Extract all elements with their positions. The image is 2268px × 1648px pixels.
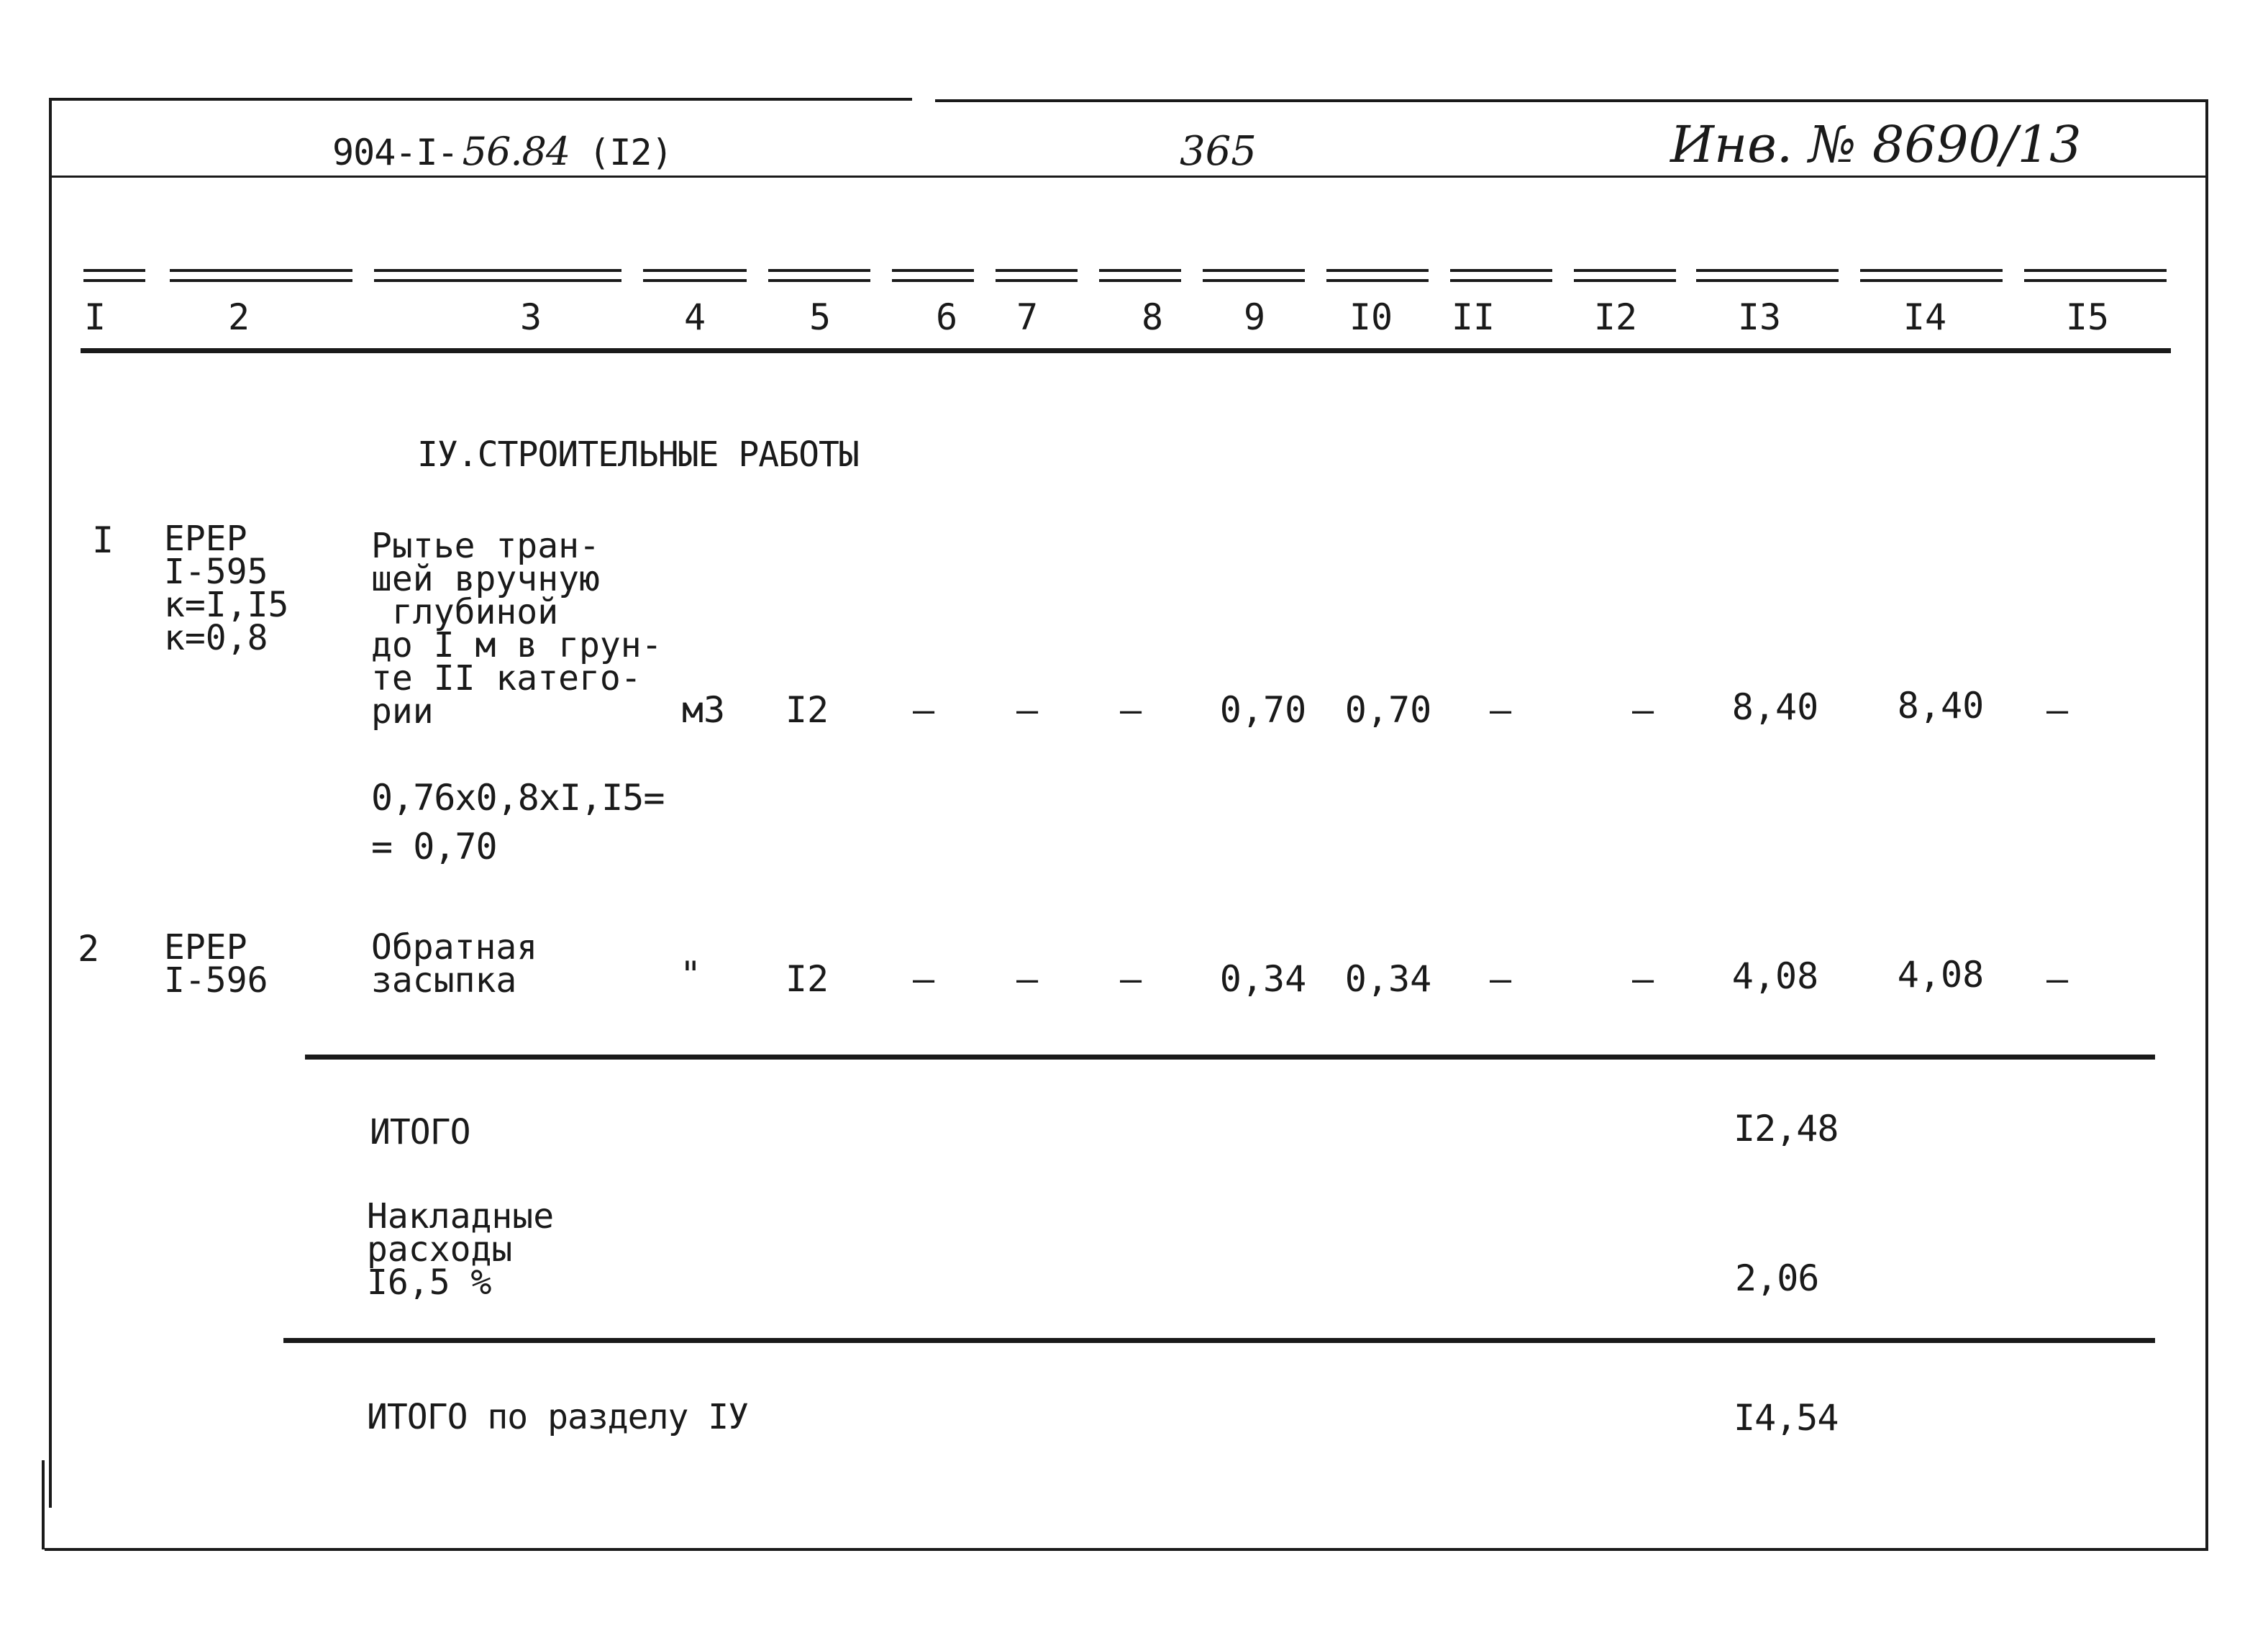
col-rule [1203, 269, 1305, 282]
section-total-label: ИТОГО по разделу IУ [367, 1397, 749, 1437]
row-1-description: Рытье тран- шей вручную глубиной до I м в грун- те II катего- рии [371, 526, 662, 732]
row-2-c12: – [1631, 958, 1654, 1000]
page-number: 365 [1180, 128, 1257, 175]
col-rule [1574, 269, 1676, 282]
row-1-c13: 8,40 [1731, 686, 1819, 728]
row-2-code: ЕРЕР I-596 [164, 927, 268, 1001]
row-1-c8: – [1119, 689, 1142, 731]
col-rule [1450, 269, 1552, 282]
frame-top-left [49, 98, 912, 101]
section-title: IУ.СТРОИТЕЛЬНЫЕ РАБОТЫ [417, 434, 859, 475]
row-2-c11: – [1489, 958, 1512, 1000]
row-2-c9: 0,34 [1219, 958, 1307, 1000]
doc-suffix: (I2) [588, 132, 673, 173]
row-1-c9: 0,70 [1219, 689, 1307, 731]
subtotal-rule [305, 1055, 2155, 1060]
row-1-calc-line-2: = 0,70 [371, 826, 497, 868]
row-1-c12: – [1631, 689, 1654, 731]
frame-right [2205, 99, 2208, 1549]
column-number: I0 [1349, 296, 1393, 338]
row-2-c14: 4,08 [1897, 954, 1985, 996]
row-1-c10: 0,70 [1344, 689, 1432, 731]
column-number: 5 [809, 296, 832, 338]
doc-prefix: 904-I- [332, 132, 458, 173]
column-number: 3 [519, 296, 542, 338]
col-rule [374, 269, 621, 282]
col-rule [2024, 269, 2167, 282]
column-number: I [83, 296, 106, 338]
row-2-unit: " [679, 954, 702, 996]
row-2-description: Обратная засыпка [371, 927, 538, 1001]
col-rule [83, 269, 145, 282]
row-2-c7: – [1016, 958, 1039, 1000]
row-2-c13: 4,08 [1731, 955, 1819, 997]
col-rule [1099, 269, 1181, 282]
row-1-unit: м3 [681, 689, 726, 731]
section-total-value: I4,54 [1734, 1397, 1839, 1439]
row-1-calc-line-1: 0,76x0,8xI,I5= [371, 777, 665, 819]
column-number: I2 [1593, 296, 1638, 338]
col-rule [1326, 269, 1429, 282]
doc-hand: 56.84 [462, 129, 570, 174]
row-2-c5: I2 [785, 958, 829, 1000]
row-1-num: I [92, 519, 114, 561]
col-rule [1860, 269, 2003, 282]
column-number: 9 [1243, 296, 1266, 338]
row-2-c10: 0,34 [1344, 958, 1432, 1000]
col-rule [892, 269, 974, 282]
col-rule [170, 269, 352, 282]
doc-code [332, 129, 673, 174]
frame-top-right [935, 99, 2208, 102]
itogo-label: ИТОГО [370, 1112, 470, 1152]
frame-left-tail [42, 1460, 45, 1549]
total-rule [283, 1338, 2155, 1343]
column-number: 4 [683, 296, 706, 338]
header-divider [49, 176, 2208, 178]
overhead-value: 2,06 [1735, 1257, 1819, 1299]
row-1-c11: – [1489, 689, 1512, 731]
overhead-label: Накладные расходы I6,5 % [367, 1196, 555, 1303]
column-number: I4 [1903, 296, 1947, 338]
row-2-c6: – [912, 958, 935, 1000]
column-number: 7 [1016, 296, 1039, 338]
row-1-c6: – [912, 689, 935, 731]
column-number: 8 [1141, 296, 1164, 338]
row-1-c7: – [1016, 689, 1039, 731]
row-1-c5: I2 [785, 689, 829, 731]
row-1-c14: 8,40 [1897, 685, 1985, 727]
col-rule [768, 269, 870, 282]
column-number: 2 [227, 296, 250, 338]
itogo-value: I2,48 [1734, 1108, 1839, 1149]
column-number: 6 [935, 296, 958, 338]
frame-left [49, 98, 52, 1508]
column-number: I5 [2065, 296, 2110, 338]
col-rule [1696, 269, 1839, 282]
col-rule [643, 269, 747, 282]
row-2-c15: – [2046, 958, 2069, 1000]
row-2-c8: – [1119, 958, 1142, 1000]
frame-bottom [45, 1548, 2208, 1551]
column-number: I3 [1737, 296, 1782, 338]
inventory-number: Инв. № 8690/13 [1670, 115, 2082, 174]
column-header-rule [81, 348, 2171, 353]
col-rule [996, 269, 1078, 282]
row-1-c15: – [2046, 689, 2069, 731]
row-2-num: 2 [78, 928, 100, 970]
column-number: II [1451, 296, 1495, 338]
row-1-code: ЕРЕР I-595 к=I,I5 к=0,8 [164, 519, 289, 658]
